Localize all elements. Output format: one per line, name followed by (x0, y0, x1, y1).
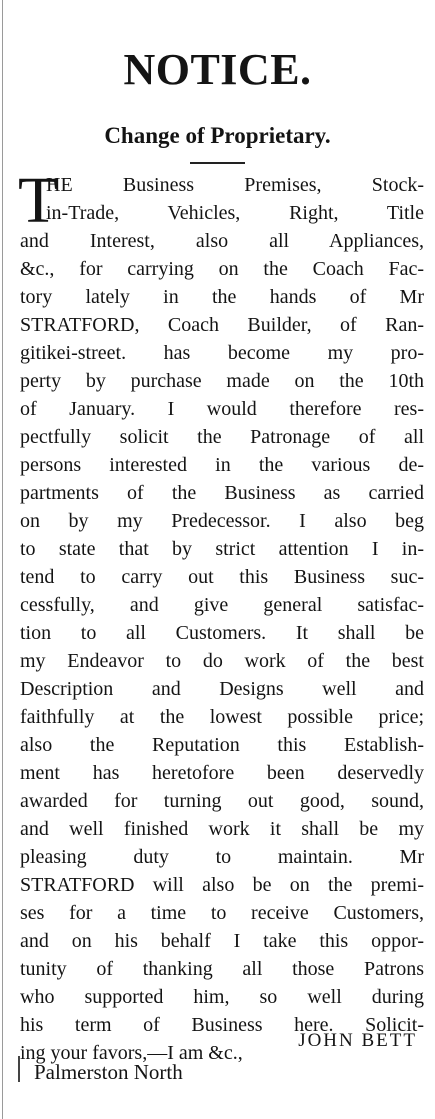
body-line: cessfully, and give general satisfac- (20, 594, 424, 616)
column-mark (18, 1056, 20, 1082)
body-line: &c., for carrying on the Coach Fac- (20, 258, 424, 280)
body-line: Description and Designs well and (20, 678, 424, 700)
body-line: tend to carry out this Business suc- (20, 566, 424, 588)
body-line: pleasing duty to maintain. Mr (20, 846, 424, 868)
body-line: to state that by strict attention I in- (20, 538, 424, 560)
body-line: HE Business Premises, Stock- (46, 174, 424, 196)
body-line: who supported him, so well during (20, 986, 424, 1008)
notice-subtitle: Change of Proprietary. (104, 123, 331, 148)
body-line: my Endeavor to do work of the best (20, 650, 424, 672)
body-line: ses for a time to receive Customers, (20, 902, 424, 924)
body-line: awarded for turning out good, sound, (20, 790, 424, 812)
body-line: and Interest, also all Appliances, (20, 230, 424, 252)
body-line: in-Trade, Vehicles, Right, Title (46, 202, 424, 224)
body-line: ing your favors,—I am &c., (20, 1042, 243, 1064)
body-line: of January. I would therefore res- (20, 398, 424, 420)
drop-cap: T (18, 164, 59, 237)
body-line: perty by purchase made on the 10th (20, 370, 424, 392)
body-line: pectfully solicit the Patronage of all (20, 426, 424, 448)
body-line: STRATFORD will also be on the premi- (20, 874, 424, 896)
body-line: his term of Business here. Solicit- (20, 1014, 424, 1036)
body-line: also the Reputation this Establish- (20, 734, 424, 756)
divider-rule (190, 162, 245, 164)
body-line: faithfully at the lowest possible price; (20, 706, 424, 728)
body-line: gitikei-street. has become my pro- (20, 342, 424, 364)
body-line: tunity of thanking all those Patrons (20, 958, 424, 980)
signature: JOHN BETT (298, 1030, 417, 1051)
body-line: tory lately in the hands of Mr (20, 286, 424, 308)
body-line: STRATFORD, Coach Builder, of Ran- (20, 314, 424, 336)
body-line: partments of the Business as carried (20, 482, 424, 504)
body-line: ment has heretofore been deservedly (20, 762, 424, 784)
body-line: persons interested in the various de- (20, 454, 424, 476)
body-line: and well finished work it shall be my (20, 818, 424, 840)
notice-title: NOTICE. (123, 45, 312, 94)
body-line: tion to all Customers. It shall be (20, 622, 424, 644)
body-line: on by my Predecessor. I also beg (20, 510, 424, 532)
column-rule (2, 0, 3, 1119)
body-line: and on his behalf I take this oppor- (20, 930, 424, 952)
place-line: Palmerston North (34, 1060, 183, 1084)
